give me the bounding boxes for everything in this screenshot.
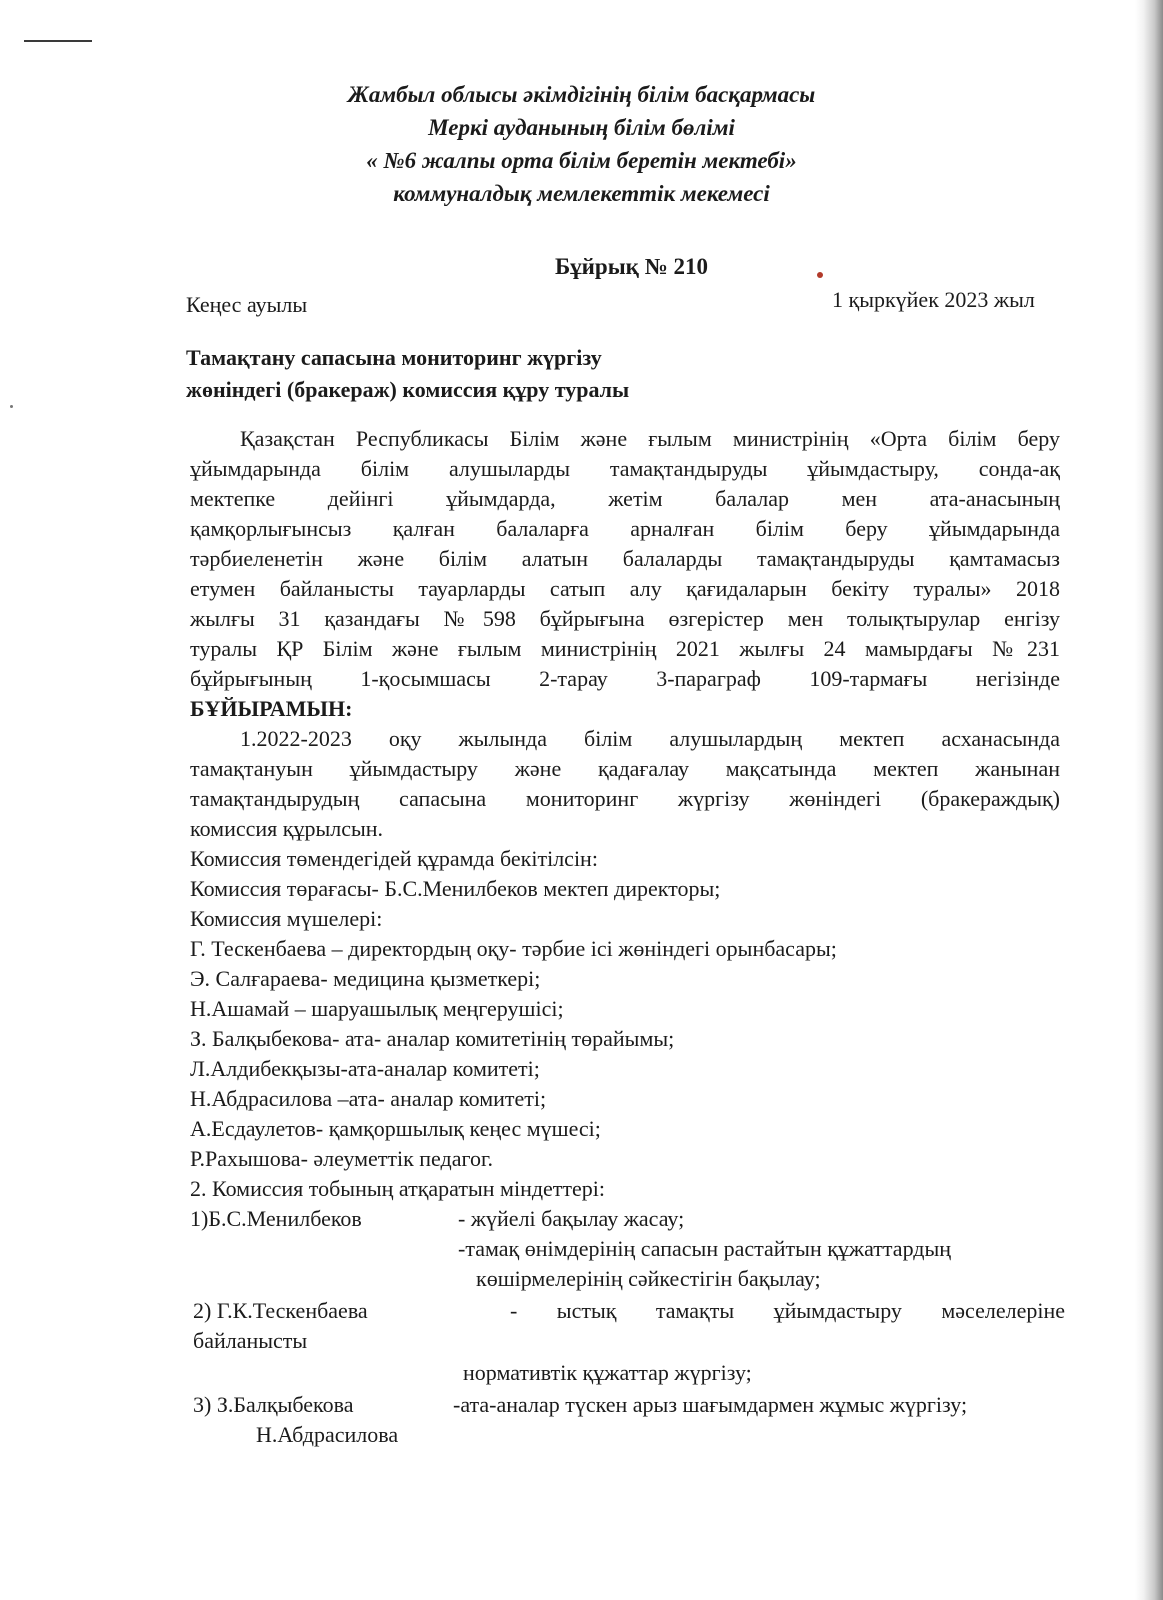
duty-2-name: 2) Г.К.Тескенбаева <box>193 1298 368 1323</box>
preamble-line: бұйрығының 1-қосымшасы 2-тарау 3-параграф 109-тармағы негізінде <box>190 666 1060 691</box>
item-1-line: комиссия құрылсын. <box>190 816 384 841</box>
commission-member: Г. Тескенбаева – директордың оқу- тәрбие ісі жөніндегі орынбасары; <box>190 936 837 961</box>
duty-3-name: 3) З.Балқыбекова <box>193 1392 354 1417</box>
item-1 <box>190 724 1060 1204</box>
duty-3-task: -ата-аналар түскен арыз шағымдармен жұмыс жүргізу; <box>453 1392 968 1417</box>
order-place: Кеңес ауылы <box>186 292 308 317</box>
preamble-line: Қазақстан Республикасы Білім және ғылым министрінің «Орта білім беру <box>240 426 1060 451</box>
preamble-line: етумен байланысты тауарларды сатып алу қағидаларын бекіту туралы» 2018 <box>190 576 1060 601</box>
preamble-line: туралы ҚР Білім және ғылым министрінің 2021 жылғы 24 мамырдағы №231 <box>190 636 1060 661</box>
preamble-line: тәрбиеленетін және білім алатын балаларды тамақтандыруды қамтамасыз <box>190 546 1060 571</box>
duty-1-task: - жүйелі бақылау жасау; <box>458 1206 685 1231</box>
preamble-line: жылғы 31 қазандағы №598 бұйрығына өзгерістер мен толықтырулар енгізу <box>190 606 1060 631</box>
duty-3-name: Н.Абдрасилова <box>256 1422 399 1447</box>
commission-member: Э. Салғараева- медицина қызметкері; <box>190 966 541 991</box>
subject-line-1: Тамақтану сапасына мониторинг жүргізу <box>186 345 602 370</box>
duty-1-task: -тамақ өнімдерінің сапасын растайтын құжаттардың <box>458 1236 952 1261</box>
duty-2-task-cont: байланысты <box>193 1328 308 1353</box>
scan-edge <box>1135 0 1163 1600</box>
commission-approved: Комиссия төмендегідей құрамда бекітілсін: <box>190 846 598 871</box>
subject-line-2: жөніндегі (бракераж) комиссия құру туралы <box>186 377 630 402</box>
duty-1-name: 1)Б.С.Менилбеков <box>190 1206 362 1231</box>
order-subject <box>186 342 629 406</box>
preamble-line: мектепке дейінгі ұйымдарда, жетім балалар мен ата-анасының <box>190 486 1060 511</box>
order-date: 1 қыркүйек 2023 жыл <box>832 287 1035 312</box>
item-1-line: тамақтануын ұйымдастыру және қадағалау мақсатында мектеп жанынан <box>190 756 1060 781</box>
commission-member: Р.Рахышова- әлеуметтік педагог. <box>190 1146 494 1171</box>
duties-title: 2. Комиссия тобының атқаратын міндеттері: <box>190 1176 606 1201</box>
commission-chair: Комиссия төрағасы- Б.С.Менилбеков мектеп директоры; <box>190 876 721 901</box>
order-word: БҰЙЫРАМЫН: <box>190 696 353 721</box>
document-header <box>0 78 1163 210</box>
duty-2-task: - ыстық тамақты ұйымдастыру мәселелеріне <box>510 1298 1065 1323</box>
item-1-line: 1.2022-2023 оқу жылында білім алушылардың мектеп асханасында <box>240 726 1060 751</box>
preamble-line: ұйымдарында білім алушыларды тамақтандыруды ұйымдастыру, сонда-ақ <box>190 456 1060 481</box>
preamble-line: қамқорлығынсыз қалған балаларға арналған білім беру ұйымдарында <box>190 516 1060 541</box>
preamble <box>190 424 1060 724</box>
corner-mark <box>24 40 92 42</box>
item-1-line: тамақтандырудың сапасына мониторинг жүргізу жөніндегі (бракераждық) <box>190 786 1060 811</box>
commission-members-label: Комиссия мүшелері: <box>190 906 383 931</box>
commission-member: Л.Алдибекқызы-ата-аналар комитеті; <box>190 1056 540 1081</box>
commission-member: З. Балқыбекова- ата- аналар комитетінің төрайымы; <box>190 1026 675 1051</box>
header-line-1: Жамбыл облысы әкімдігінің білім басқармасы <box>347 82 816 107</box>
commission-member: Н.Абдрасилова –ата- аналар комитеті; <box>190 1086 547 1111</box>
commission-member: Н.Ашамай – шаруашылық меңгерушісі; <box>190 996 564 1021</box>
duty-2-task: нормативтік құжаттар жүргізу; <box>463 1360 752 1385</box>
dust-speck <box>10 405 13 408</box>
header-line-2: Меркі ауданының білім бөлімі <box>428 115 735 140</box>
order-title: Бұйрық № 210 <box>554 254 709 279</box>
header-line-4: коммуналдық мемлекеттік мекемесі <box>393 181 770 206</box>
header-line-3: « №6 жалпы орта білім беретін мектебі» <box>366 148 797 173</box>
commission-member: А.Есдаулетов- қамқоршылық кеңес мүшесі; <box>190 1116 601 1141</box>
duty-1-task: көшірмелерінің сәйкестігін бақылау; <box>476 1266 821 1291</box>
